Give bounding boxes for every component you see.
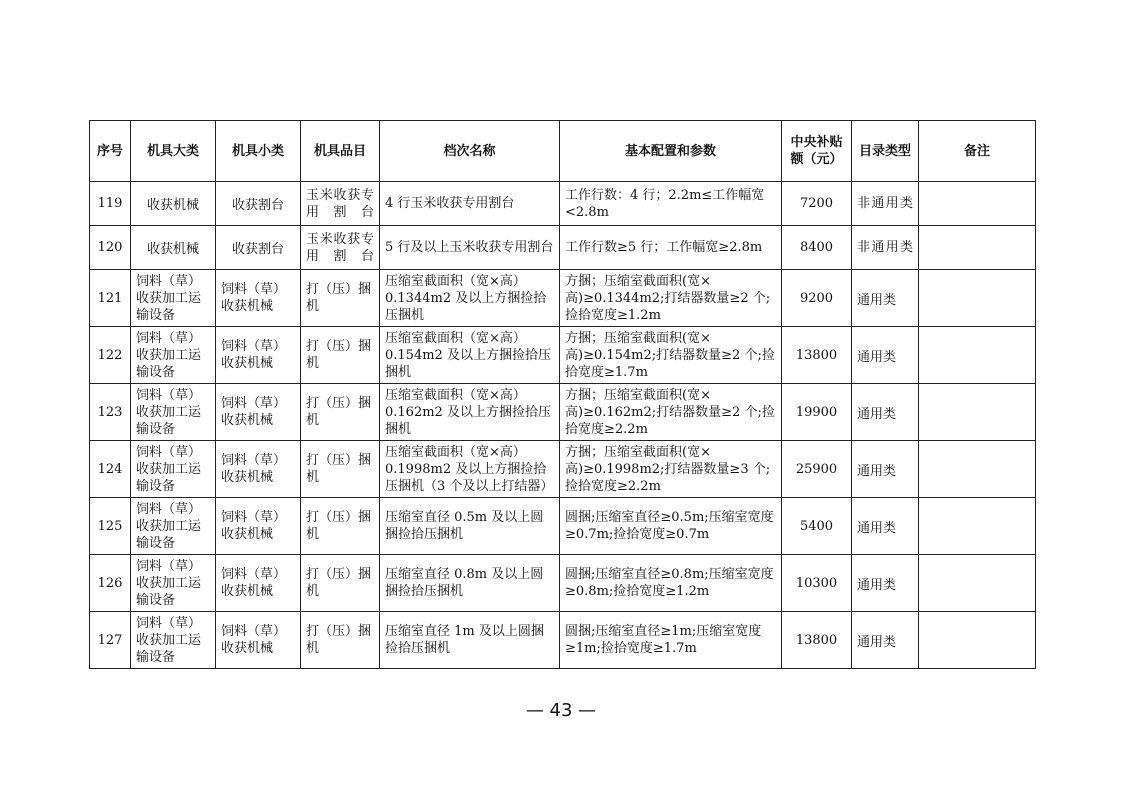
cell-item <box>301 182 380 226</box>
cell-major: 收获机械 <box>131 182 216 226</box>
cell-config-text: 圆捆;压缩室直径≥1m;压缩室宽度≥1m;捡拾宽度≥1.7m <box>565 624 762 656</box>
cell-item-text: 打（压）捆机 <box>306 339 372 371</box>
header-major-category: 机具大类 <box>131 121 216 182</box>
cell-type: 通用类 <box>852 327 919 384</box>
cell-config-text: 圆捆;压缩室直径≥0.8m;压缩室宽度≥0.8m;捡拾宽度≥1.2m <box>565 567 774 599</box>
cell-type-text: 非通用类 <box>857 196 913 211</box>
header-config: 基本配置和参数 <box>560 121 782 182</box>
subsidy-table-container <box>89 120 1035 669</box>
cell-remarks <box>919 226 1036 270</box>
cell-type: 通用类 <box>852 441 919 498</box>
cell-grade <box>380 498 560 555</box>
cell-seq: 125 <box>90 498 131 555</box>
cell-type: 通用类 <box>852 612 919 669</box>
cell-item-text: 打（压）捆机 <box>306 453 372 485</box>
cell-item-text: 玉米收获专用割台 <box>306 187 374 220</box>
cell-grade <box>380 182 560 226</box>
cell-config-text: 方捆；压缩室截面积(宽×高)≥0.162m2;打结器数量≥2 个;捡拾宽度≥2.2m <box>565 387 775 437</box>
table-row <box>90 327 1036 384</box>
cell-item <box>301 327 380 384</box>
table-row <box>90 182 1036 226</box>
cell-minor <box>216 441 301 498</box>
cell-remarks <box>919 441 1036 498</box>
cell-grade-text: 压缩室截面积（宽×高）0.1344m2 及以上方捆捡拾压捆机 <box>385 273 547 323</box>
cell-grade <box>380 555 560 612</box>
cell-subsidy: 5400 <box>782 498 852 555</box>
cell-seq: 119 <box>90 182 131 226</box>
cell-seq: 122 <box>90 327 131 384</box>
cell-type: 通用类 <box>852 270 919 327</box>
cell-config <box>560 498 782 555</box>
cell-remarks <box>919 270 1036 327</box>
table-row <box>90 498 1036 555</box>
cell-subsidy: 10300 <box>782 555 852 612</box>
cell-minor-text: 饲料（草）收获机械 <box>221 624 287 656</box>
cell-config-text: 工作行数：4 行；2.2m≤工作幅宽<2.8m <box>565 187 765 220</box>
header-remarks: 备注 <box>919 121 1036 182</box>
cell-minor-text: 饲料（草）收获机械 <box>221 510 287 542</box>
cell-grade-text: 压缩室直径 0.5m 及以上圆捆捡拾压捆机 <box>385 510 544 542</box>
cell-major <box>131 270 216 327</box>
cell-minor <box>216 498 301 555</box>
table-row <box>90 555 1036 612</box>
cell-grade-text: 压缩室截面积（宽×高）0.1998m2 及以上方捆捡拾压捆机（3 个及以上打结器） <box>385 444 554 494</box>
cell-config <box>560 612 782 669</box>
cell-config-text: 方捆；压缩室截面积(宽×高)≥0.154m2;打结器数量≥2 个;捡拾宽度≥1.7m <box>565 330 775 380</box>
cell-grade <box>380 327 560 384</box>
cell-grade-text: 压缩室直径 0.8m 及以上圆捆捡拾压捆机 <box>385 567 544 599</box>
cell-seq: 127 <box>90 612 131 669</box>
page-number: — 43 — <box>525 700 597 721</box>
cell-remarks <box>919 384 1036 441</box>
cell-item-text: 打（压）捆机 <box>306 282 372 314</box>
cell-seq: 120 <box>90 226 131 270</box>
cell-item <box>301 226 380 270</box>
cell-minor-text: 饲料（草）收获机械 <box>221 567 287 599</box>
cell-config-text: 圆捆;压缩室直径≥0.5m;压缩室宽度≥0.7m;捡拾宽度≥0.7m <box>565 510 774 542</box>
table-header-row <box>90 121 1036 182</box>
cell-major: 收获机械 <box>131 226 216 270</box>
table-row <box>90 612 1036 669</box>
cell-major-text: 饲料（草）收获加工运输设备 <box>136 615 202 665</box>
cell-major <box>131 498 216 555</box>
cell-grade <box>380 270 560 327</box>
cell-config <box>560 270 782 327</box>
cell-config-text: 工作行数≥5 行；工作幅宽≥2.8m <box>565 240 763 255</box>
cell-item <box>301 384 380 441</box>
cell-subsidy: 25900 <box>782 441 852 498</box>
cell-config <box>560 226 782 270</box>
cell-minor <box>216 327 301 384</box>
cell-config <box>560 441 782 498</box>
cell-type: 通用类 <box>852 384 919 441</box>
cell-minor: 收获割台 <box>216 182 301 226</box>
header-item: 机具品目 <box>301 121 380 182</box>
cell-major-text: 饲料（草）收获加工运输设备 <box>136 444 202 494</box>
cell-type: 通用类 <box>852 498 919 555</box>
cell-grade-text: 压缩室直径 1m 及以上圆捆捡拾压捆机 <box>385 624 544 656</box>
cell-item <box>301 612 380 669</box>
cell-item-text: 打（压）捆机 <box>306 624 372 656</box>
cell-grade-text: 4 行玉米收获专用割台 <box>385 196 515 211</box>
table-row <box>90 441 1036 498</box>
cell-remarks <box>919 612 1036 669</box>
cell-minor <box>216 270 301 327</box>
cell-remarks <box>919 498 1036 555</box>
cell-grade-text: 压缩室截面积（宽×高）0.162m2 及以上方捆捡拾压捆机 <box>385 387 551 437</box>
cell-grade <box>380 441 560 498</box>
cell-major-text: 饲料（草）收获加工运输设备 <box>136 273 202 323</box>
header-minor-category: 机具小类 <box>216 121 301 182</box>
cell-subsidy: 7200 <box>782 182 852 226</box>
header-grade-name: 档次名称 <box>380 121 560 182</box>
cell-grade <box>380 384 560 441</box>
cell-seq: 123 <box>90 384 131 441</box>
cell-subsidy: 19900 <box>782 384 852 441</box>
cell-minor: 收获割台 <box>216 226 301 270</box>
cell-item-text: 打（压）捆机 <box>306 396 372 428</box>
cell-major <box>131 327 216 384</box>
cell-major-text: 饲料（草）收获加工运输设备 <box>136 558 202 608</box>
subsidy-table <box>89 120 1036 669</box>
cell-type <box>852 226 919 270</box>
header-subsidy: 中央补贴额（元） <box>782 121 852 182</box>
header-seq: 序号 <box>90 121 131 182</box>
cell-subsidy: 9200 <box>782 270 852 327</box>
cell-major-text: 饲料（草）收获加工运输设备 <box>136 501 202 551</box>
cell-minor <box>216 555 301 612</box>
cell-subsidy: 13800 <box>782 612 852 669</box>
cell-grade-text: 5 行及以上玉米收获专用割台 <box>385 240 554 255</box>
cell-subsidy: 13800 <box>782 327 852 384</box>
cell-major-text: 饲料（草）收获加工运输设备 <box>136 387 202 437</box>
table-row <box>90 384 1036 441</box>
cell-config-text: 方捆；压缩室截面积(宽×高)≥0.1344m2;打结器数量≥2 个;捡拾宽度≥1.2m <box>565 273 771 323</box>
cell-type-text: 非通用类 <box>857 240 913 255</box>
header-catalog-type: 目录类型 <box>852 121 919 182</box>
cell-config <box>560 384 782 441</box>
cell-grade <box>380 226 560 270</box>
cell-item-text: 打（压）捆机 <box>306 567 372 599</box>
cell-minor <box>216 612 301 669</box>
cell-type <box>852 182 919 226</box>
cell-item-text: 打（压）捆机 <box>306 510 372 542</box>
cell-remarks <box>919 182 1036 226</box>
cell-item <box>301 555 380 612</box>
cell-major <box>131 612 216 669</box>
cell-item-text: 玉米收获专用割台 <box>306 231 374 264</box>
cell-config <box>560 182 782 226</box>
cell-remarks <box>919 555 1036 612</box>
cell-type: 通用类 <box>852 555 919 612</box>
table-row <box>90 226 1036 270</box>
cell-minor-text: 饲料（草）收获机械 <box>221 396 287 428</box>
cell-major <box>131 384 216 441</box>
cell-minor-text: 饲料（草）收获机械 <box>221 453 287 485</box>
cell-item <box>301 270 380 327</box>
cell-seq: 126 <box>90 555 131 612</box>
cell-item <box>301 498 380 555</box>
cell-grade-text: 压缩室截面积（宽×高）0.154m2 及以上方捆捡拾压捆机 <box>385 330 551 380</box>
cell-item <box>301 441 380 498</box>
cell-config <box>560 555 782 612</box>
cell-subsidy: 8400 <box>782 226 852 270</box>
cell-major <box>131 441 216 498</box>
cell-config <box>560 327 782 384</box>
cell-seq: 124 <box>90 441 131 498</box>
cell-minor <box>216 384 301 441</box>
cell-major-text: 饲料（草）收获加工运输设备 <box>136 330 202 380</box>
cell-minor-text: 饲料（草）收获机械 <box>221 339 287 371</box>
table-row <box>90 270 1036 327</box>
cell-grade <box>380 612 560 669</box>
cell-major <box>131 555 216 612</box>
cell-remarks <box>919 327 1036 384</box>
cell-seq: 121 <box>90 270 131 327</box>
cell-minor-text: 饲料（草）收获机械 <box>221 282 287 314</box>
cell-config-text: 方捆；压缩室截面积(宽×高)≥0.1998m2;打结器数量≥3 个;捡拾宽度≥2.2m <box>565 444 771 494</box>
